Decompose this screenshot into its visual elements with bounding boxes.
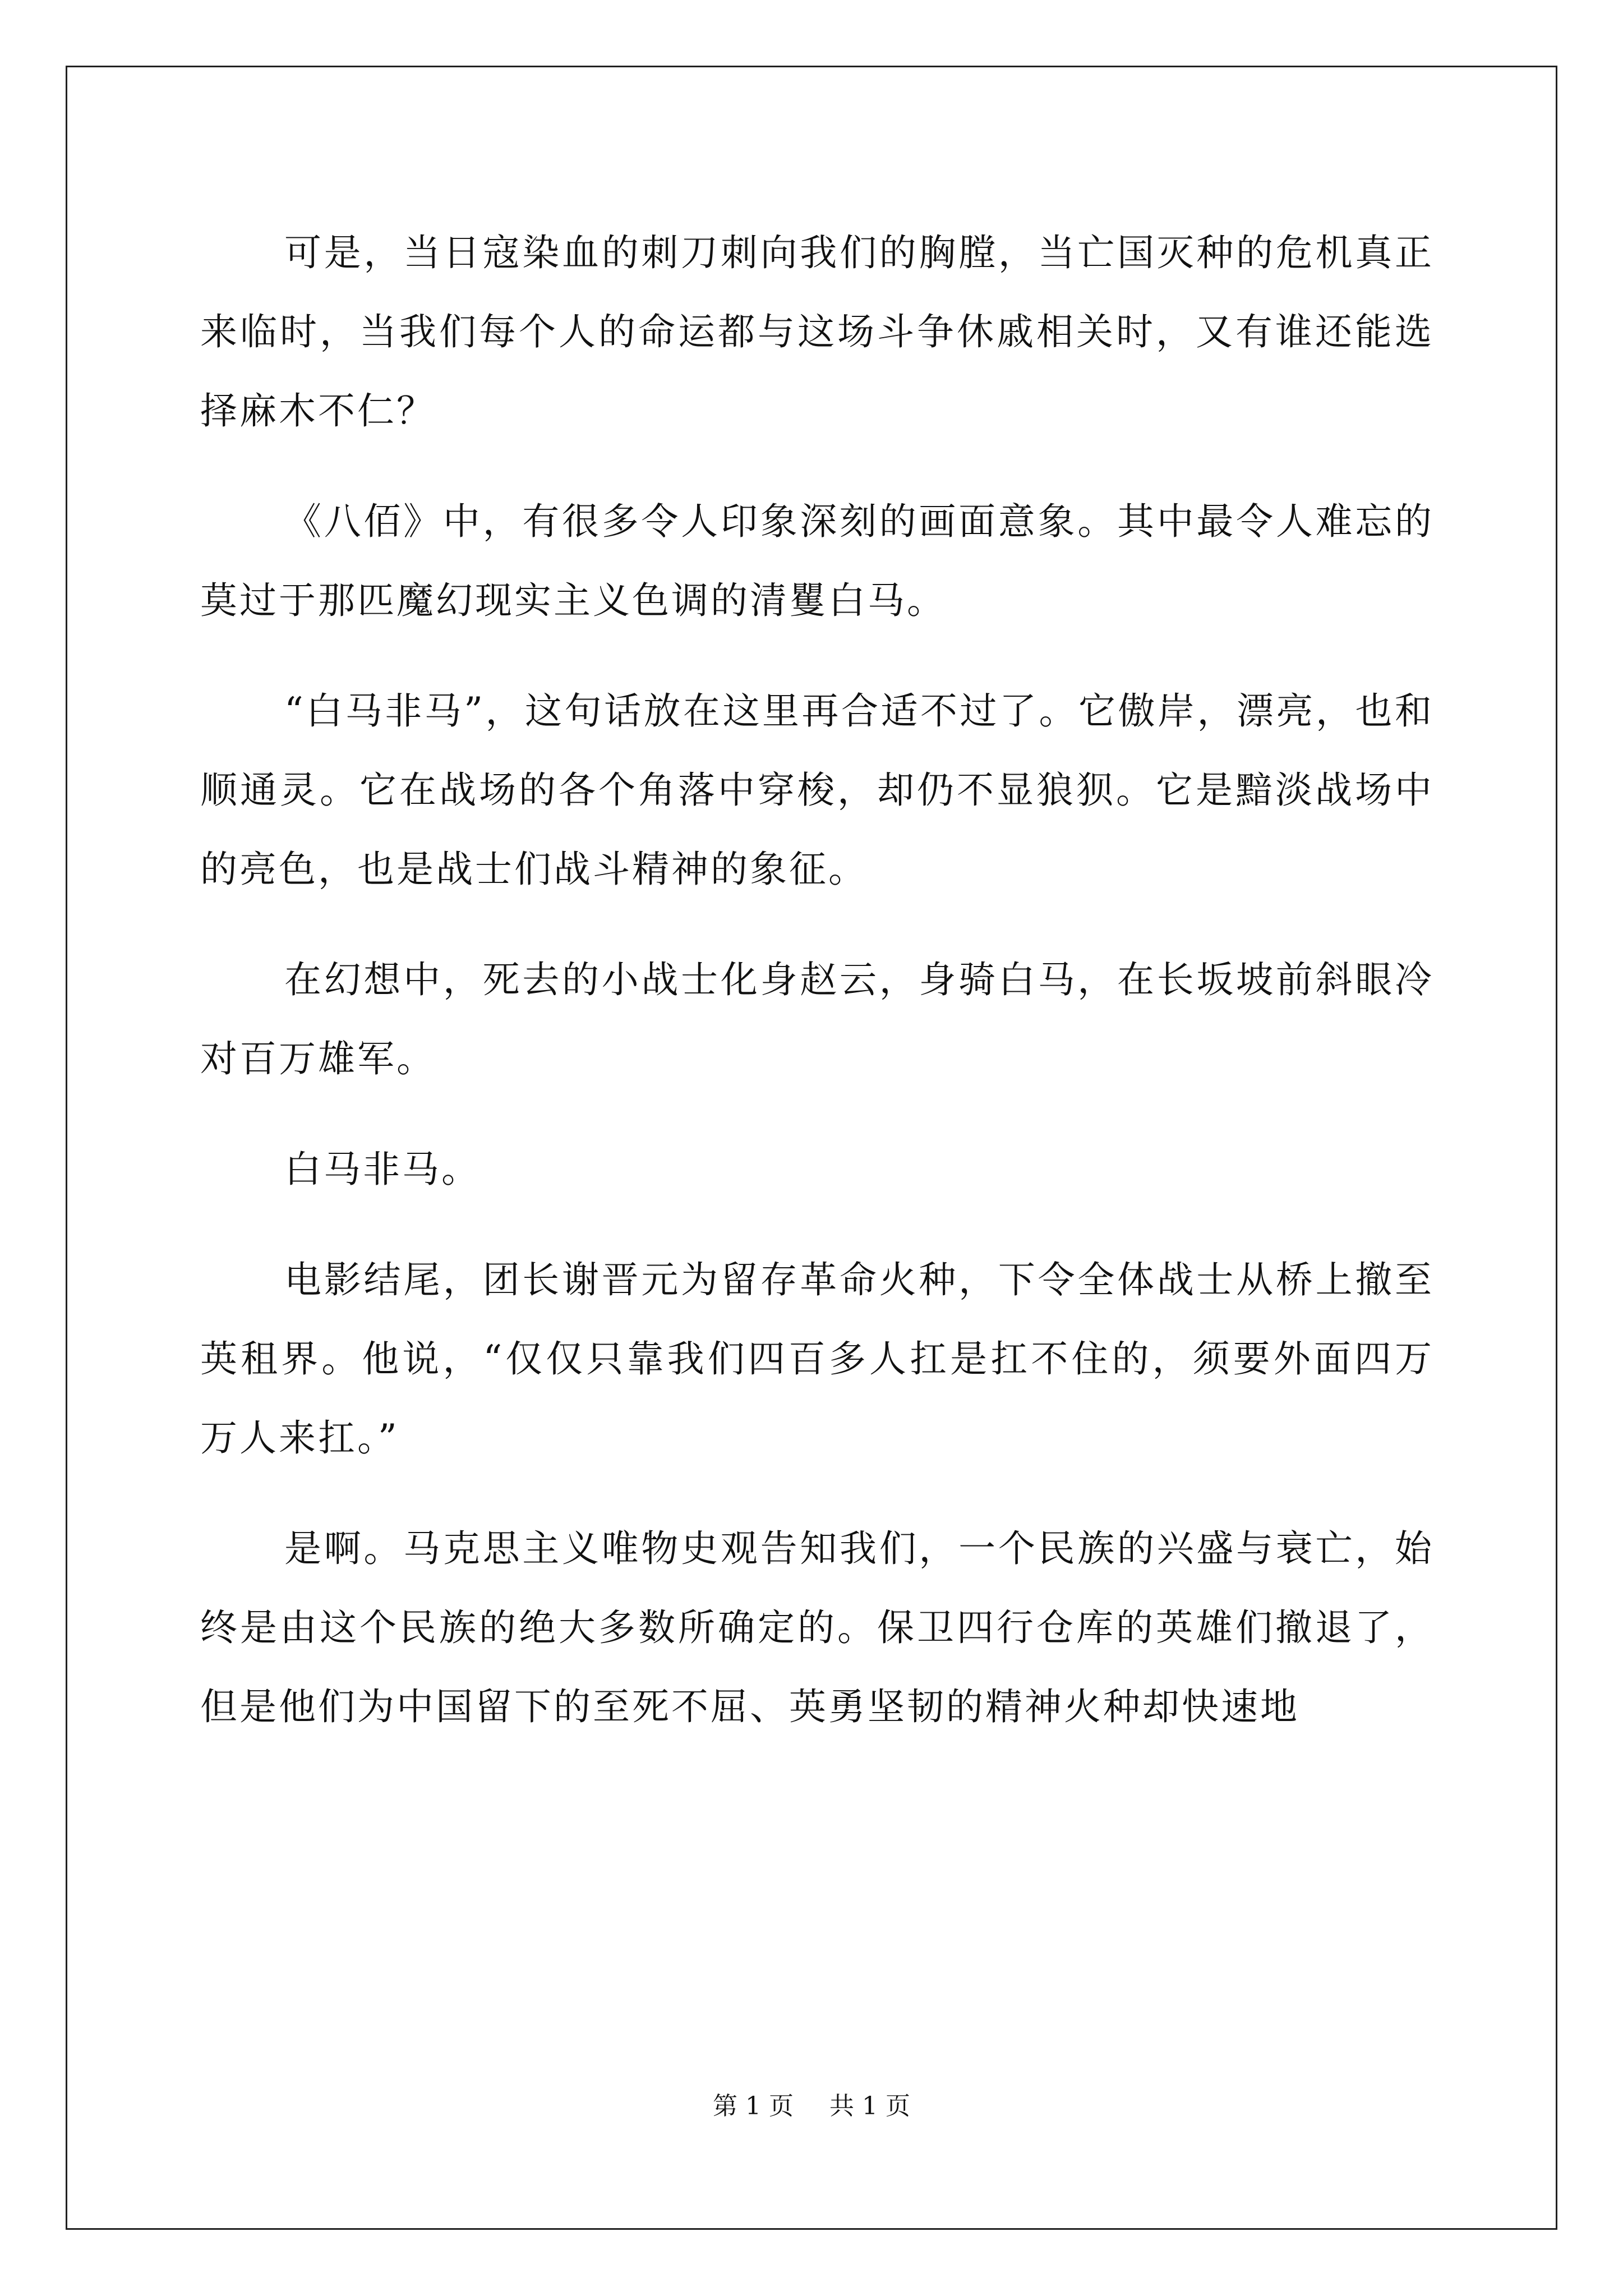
paragraph-4: 在幻想中，死去的小战士化身赵云，身骑白马，在长坂坡前斜眼冷对百万雄军。	[200, 958, 1434, 1080]
page-number-label: 第 1 页	[713, 2092, 794, 2120]
paragraph-7: 是啊。马克思主义唯物史观告知我们，一个民族的兴盛与衰亡，始终是由这个民族的绝大多数所确定的。保卫四行仓库的英雄们撤退了，但是他们为中国留下的至死不屈、英勇坚韧的精神火种却快速地	[200, 1527, 1434, 1728]
paragraph-1: 可是，当日寇染血的刺刀刺向我们的胸膛，当亡国灭种的危机真正来临时，当我们每个人的命运都与这场斗争休戚相关时，又有谁还能选择麻木不仁？	[200, 231, 1434, 432]
paragraph-2: 《八佰》中，有很多令人印象深刻的画面意象。其中最令人难忘的莫过于那匹魔幻现实主义色调的清矍白马。	[200, 500, 1434, 622]
document-body	[200, 213, 1434, 1778]
page-total-label: 共 1 页	[829, 2092, 910, 2120]
paragraph-5: 白马非马。	[284, 1148, 481, 1191]
paragraph-6: 电影结尾，团长谢晋元为留存革命火种，下令全体战士从桥上撤至英租界。他说，“仅仅只靠我们四百多人扛是扛不住的，须要外面四万万人来扛。”	[200, 1258, 1434, 1460]
paragraph-3: “白马非马”，这句话放在这里再合适不过了。它傲岸，漂亮，也和顺通灵。它在战场的各个角落中穿梭，却仍不显狼狈。它是黯淡战场中的亮色，也是战士们战斗精神的象征。	[200, 689, 1434, 891]
page-footer	[0, 2090, 1623, 2123]
